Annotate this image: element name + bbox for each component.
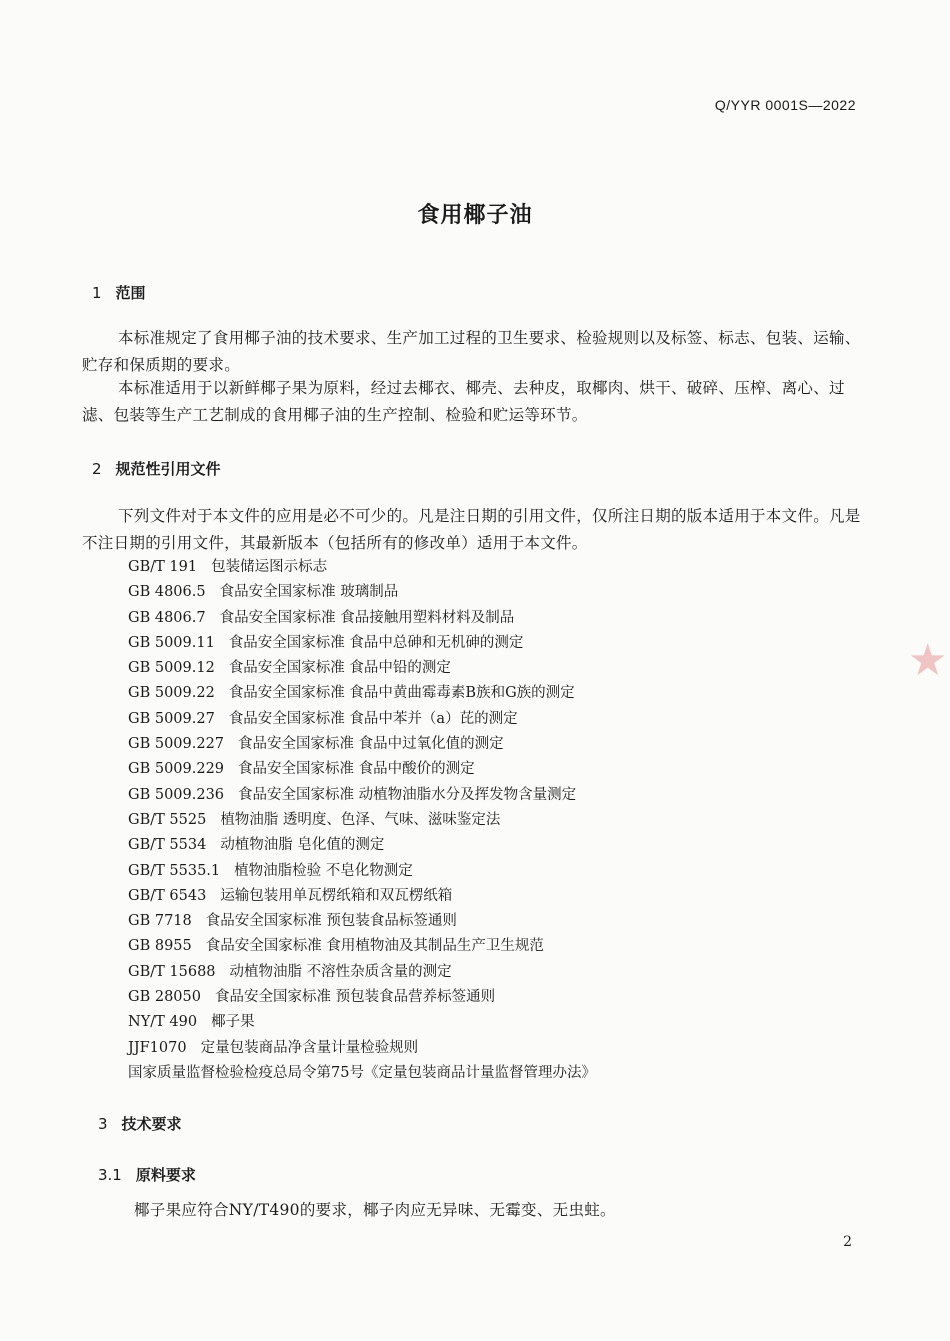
reference-code: GB 5009.11 <box>128 634 215 651</box>
reference-title: 定量包装商品净含量计量检验规则 <box>200 1039 419 1056</box>
reference-item <box>128 783 596 808</box>
reference-item <box>128 555 596 580</box>
section-number: 2 <box>92 460 102 478</box>
reference-title: 运输包装用单瓦楞纸箱和双瓦楞纸箱 <box>220 887 453 904</box>
reference-title: 食品安全国家标准 食品中总砷和无机砷的测定 <box>228 634 524 651</box>
section-title: 原料要求 <box>135 1166 196 1184</box>
reference-code: GB/T 5534 <box>128 837 207 854</box>
reference-code: GB/T 191 <box>128 559 198 575</box>
reference-code: GB 5009.227 <box>128 736 225 753</box>
section-heading-scope <box>92 282 146 303</box>
reference-code: GB 5009.22 <box>128 685 215 702</box>
reference-code: GB/T 5535.1 <box>128 862 221 879</box>
reference-item <box>128 606 596 631</box>
reference-code: GB 7718 <box>128 913 192 930</box>
reference-item <box>128 707 596 732</box>
scope-paragraph: 本标准适用于以新鲜椰子果为原料，经过去椰衣、椰壳、去种皮，取椰肉、烘干、破碎、压榨、离心、过滤、包装等生产工艺制成的食用椰子油的生产控制、检验和贮运等环节。 <box>82 379 845 424</box>
reference-code: GB 5009.12 <box>128 660 215 677</box>
reference-title: 食品安全国家标准 食品中铅的测定 <box>228 660 451 677</box>
raw-material-paragraph: 椰子果应符合NY/T490的要求，椰子肉应无异味、无霉变、无虫蛀。 <box>134 1201 616 1219</box>
reference-item <box>128 656 596 681</box>
document-code: Q/YYR 0001S—2022 <box>714 97 856 113</box>
reference-title: 植物油脂检验 不皂化物测定 <box>234 862 413 879</box>
section-heading-technical <box>98 1113 182 1134</box>
reference-code: GB 4806.5 <box>128 584 206 601</box>
reference-code: GB 4806.7 <box>128 609 206 626</box>
reference-item <box>128 580 596 605</box>
reference-item <box>128 1036 596 1061</box>
reference-code: GB 5009.236 <box>128 786 225 803</box>
section-number: 3 <box>98 1115 108 1133</box>
star-icon: ★ <box>908 635 948 686</box>
reference-title: 食品安全国家标准 食品中酸价的测定 <box>238 761 475 778</box>
reference-item <box>128 1010 596 1035</box>
reference-item <box>128 681 596 706</box>
reference-title: 植物油脂 透明度、色泽、气味、滋味鉴定法 <box>220 811 501 828</box>
section-heading-references <box>92 458 221 479</box>
reference-code: GB/T 15688 <box>128 963 216 980</box>
reference-item <box>128 808 596 833</box>
reference-title: 食品安全国家标准 食品接触用塑料材料及制品 <box>219 609 515 626</box>
reference-title: 包装储运图示标志 <box>211 559 328 575</box>
reference-item <box>128 859 596 884</box>
reference-item <box>128 631 596 656</box>
reference-title: 食品安全国家标准 食品中黄曲霉毒素B族和G族的测定 <box>228 685 575 702</box>
reference-title: 国家质量监督检验检疫总局令第75号《定量包装商品计量监督管理办法》 <box>128 1064 596 1081</box>
seal-stamp <box>908 565 950 755</box>
reference-code: GB 8955 <box>128 938 192 955</box>
reference-code: NY/T 490 <box>128 1014 198 1031</box>
section-number: 3.1 <box>98 1166 122 1184</box>
reference-code: GB 5009.27 <box>128 710 215 727</box>
reference-item <box>128 1061 596 1086</box>
scope-paragraph: 本标准规定了食用椰子油的技术要求、生产加工过程的卫生要求、检验规则以及标签、标志、包装、运输、贮存和保质期的要求。 <box>82 329 861 374</box>
reference-item <box>128 833 596 858</box>
reference-item <box>128 934 596 959</box>
reference-title: 动植物油脂 不溶性杂质含量的测定 <box>229 963 452 980</box>
subsection-heading-raw-material <box>98 1164 196 1185</box>
reference-item <box>128 960 596 985</box>
references-intro: 下列文件对于本文件的应用是必不可少的。凡是注日期的引用文件，仅所注日期的版本适用于本文件。凡是不注日期的引用文件，其最新版本（包括所有的修改单）适用于本文件。 <box>82 507 861 552</box>
section-number: 1 <box>92 284 102 302</box>
reference-code: JJF1070 <box>128 1039 187 1056</box>
reference-title: 食品安全国家标准 动植物油脂水分及挥发物含量测定 <box>238 786 577 803</box>
reference-title: 动植物油脂 皂化值的测定 <box>220 837 385 854</box>
reference-code: GB/T 6543 <box>128 887 207 904</box>
document-title: 食用椰子油 <box>417 203 533 228</box>
reference-title: 食品安全国家标准 食用植物油及其制品生产卫生规范 <box>205 938 544 955</box>
reference-code: GB 5009.229 <box>128 761 225 778</box>
reference-item <box>128 884 596 909</box>
section-title: 规范性引用文件 <box>115 460 221 478</box>
reference-title: 椰子果 <box>211 1014 255 1031</box>
reference-item <box>128 985 596 1010</box>
reference-title: 食品安全国家标准 食品中苯并（a）芘的测定 <box>228 710 518 727</box>
reference-title: 食品安全国家标准 食品中过氧化值的测定 <box>238 736 504 753</box>
reference-item <box>128 909 596 934</box>
reference-code: GB 28050 <box>128 989 201 1006</box>
reference-item <box>128 757 596 782</box>
reference-title: 食品安全国家标准 预包装食品营养标签通则 <box>214 989 496 1006</box>
reference-list <box>128 555 596 1086</box>
reference-title: 食品安全国家标准 玻璃制品 <box>219 584 399 601</box>
page-number: 2 <box>843 1234 852 1250</box>
reference-code: GB/T 5525 <box>128 811 207 828</box>
reference-title: 食品安全国家标准 预包装食品标签通则 <box>205 913 457 930</box>
section-title: 范围 <box>115 284 146 302</box>
section-title: 技术要求 <box>121 1115 182 1133</box>
reference-item <box>128 732 596 757</box>
